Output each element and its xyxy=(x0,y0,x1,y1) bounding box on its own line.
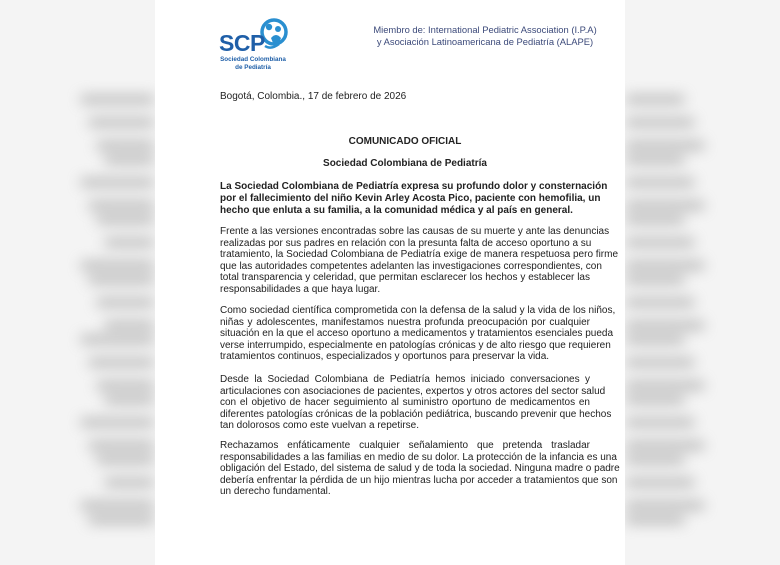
blurred-text-block xyxy=(104,321,155,330)
paragraph-line: niñas y adolescentes, manifestamos nuestra profunda preocupación por cualquier xyxy=(220,316,590,328)
blurred-text-block xyxy=(80,261,155,270)
blurred-text-block xyxy=(104,478,155,487)
membership-line: Miembro de: International Pediatric Association (I.P.A) xyxy=(373,24,597,35)
paragraph-line: Frente a las versiones encontradas sobre las causas de su muerte y ante las denuncias xyxy=(220,226,610,237)
blurred-text-block xyxy=(104,395,155,404)
logo-subtitle-line: Sociedad Colombiana xyxy=(220,56,286,63)
blurred-text-block xyxy=(625,215,685,224)
blurred-text-block xyxy=(96,455,155,464)
date-line: Bogotá, Colombia., 17 de febrero de 2026 xyxy=(220,91,407,102)
blurred-text-block xyxy=(88,441,155,450)
paragraph-2 xyxy=(220,226,619,295)
blurred-text-block xyxy=(625,441,705,450)
paragraph-line: por el fallecimiento del niño Kevin Arley Acosta Pico, paciente con hemofilia, un xyxy=(220,193,601,204)
paragraph-line: tratamientos continuos, especializados y oportunos para preservar la vida. xyxy=(220,351,550,362)
paragraph-line: realizadas por sus padres en relación con la presunta falta de acceso oportuno a su xyxy=(220,237,592,249)
paragraph-line: verse interrumpido, especialmente en patologías crónicas y de alto riesgo que requieren xyxy=(220,339,611,351)
blurred-text-block xyxy=(80,501,155,510)
blurred-text-block xyxy=(625,155,685,164)
paragraph-line: con el objetivo de hacer seguimiento al suministro oportuno de medicamentos en xyxy=(220,397,590,408)
paragraph-line: que las autoridades competentes adelanten las investigaciones correspondientes, con xyxy=(220,260,602,272)
paragraph-line: Rechazamos enfáticamente cualquier señalamiento que pretenda trasladar xyxy=(220,440,590,451)
paragraph-3 xyxy=(220,305,616,363)
paragraph-line: hecho que enluta a su familia, a la comunidad médica y al país en general. xyxy=(220,205,573,216)
blurred-text-block xyxy=(625,501,705,510)
blurred-text-block xyxy=(80,335,155,344)
paragraph-line: La Sociedad Colombiana de Pediatría expresa su profundo dolor y consternación xyxy=(220,181,608,192)
blurred-text-block xyxy=(625,275,685,284)
blurred-text-block xyxy=(96,381,155,390)
paragraph-line: debería enfrentar la pérdida de un hijo mientras lucha por acceder a tratamientos que son xyxy=(220,474,618,486)
blurred-text-block xyxy=(625,298,695,307)
paragraph-line: total transparencia y celeridad, que permitan esclarecer los hechos y establecer las xyxy=(220,272,590,283)
paragraph-line: diferentes patologías crónicas de la población pediátrica, buscando prevenir que hechos xyxy=(220,408,612,420)
paragraph-1 xyxy=(220,181,608,217)
blurred-text-block xyxy=(625,141,705,150)
blurred-text-block xyxy=(625,321,705,330)
blurred-background-right xyxy=(625,0,780,565)
blurred-background-left xyxy=(0,0,155,565)
blurred-text-block xyxy=(88,275,155,284)
document-subtitle: Sociedad Colombiana de Pediatría xyxy=(323,158,487,169)
paragraph-line: obligación del Estado, del sistema de salud y de toda la sociedad. Ninguna madre o padre xyxy=(220,463,620,474)
blurred-text-block xyxy=(96,298,155,307)
blurred-text-block xyxy=(96,141,155,150)
blurred-text-block xyxy=(80,95,155,104)
blurred-text-block xyxy=(104,238,155,247)
paragraph-line: responsabilidades a que haya lugar. xyxy=(220,283,381,295)
paragraph-line: tratamiento, la Sociedad Colombiana de Pediatría exige de manera respetuosa pero firme xyxy=(220,249,619,260)
blurred-text-block xyxy=(625,335,685,344)
blurred-text-block xyxy=(625,455,685,464)
paragraph-line: un derecho fundamental. xyxy=(220,486,331,497)
blurred-text-block xyxy=(625,395,685,404)
blurred-text-block xyxy=(104,155,155,164)
blurred-text-block xyxy=(625,261,705,270)
blurred-text-block xyxy=(625,201,705,210)
blurred-text-block xyxy=(88,358,155,367)
paragraph-line: responsabilidades a las familias en medio de su dolor. La protección de la infancia es una xyxy=(220,451,617,463)
blurred-text-block xyxy=(88,118,155,127)
blurred-text-block xyxy=(88,515,155,524)
blurred-text-block xyxy=(80,418,155,427)
blurred-text-block xyxy=(625,418,695,427)
logo-subtitle xyxy=(219,56,287,71)
paragraph-line: articulaciones con asociaciones de pacientes, expertos y otros actores del sector salud xyxy=(220,385,606,397)
blurred-text-block xyxy=(625,118,695,127)
blurred-text-block xyxy=(625,178,695,187)
paragraph-4 xyxy=(220,374,612,432)
paragraph-line: Como sociedad científica comprometida con la defensa de la salud y la vida de los niños, xyxy=(220,305,616,316)
blurred-text-block xyxy=(625,478,695,487)
paragraph-5 xyxy=(220,440,620,498)
blurred-text-block xyxy=(625,238,695,247)
logo-subtitle-line: de Pediatría xyxy=(235,63,271,71)
paragraph-line: tan dolorosos como este vuelvan a repetirse. xyxy=(220,420,419,431)
blurred-text-block xyxy=(625,381,705,390)
membership-line: y Asociación Latinoamericana de Pediatría (ALAPE) xyxy=(376,36,594,47)
paragraph-line: Desde la Sociedad Colombiana de Pediatría hemos iniciado conversaciones y xyxy=(220,374,590,385)
document-title: COMUNICADO OFICIAL xyxy=(348,136,462,147)
blurred-text-block xyxy=(80,178,155,187)
blurred-text-block xyxy=(625,95,685,104)
blurred-text-block xyxy=(625,515,685,524)
blurred-text-block xyxy=(88,201,155,210)
blurred-text-block xyxy=(625,358,695,367)
logo-text: SCP xyxy=(219,30,265,56)
membership-note xyxy=(360,24,610,48)
blurred-text-block xyxy=(96,215,155,224)
paragraph-line: situación en la que el acceso oportuno a medicamentos y tratamientos esenciales pueda xyxy=(220,328,614,339)
